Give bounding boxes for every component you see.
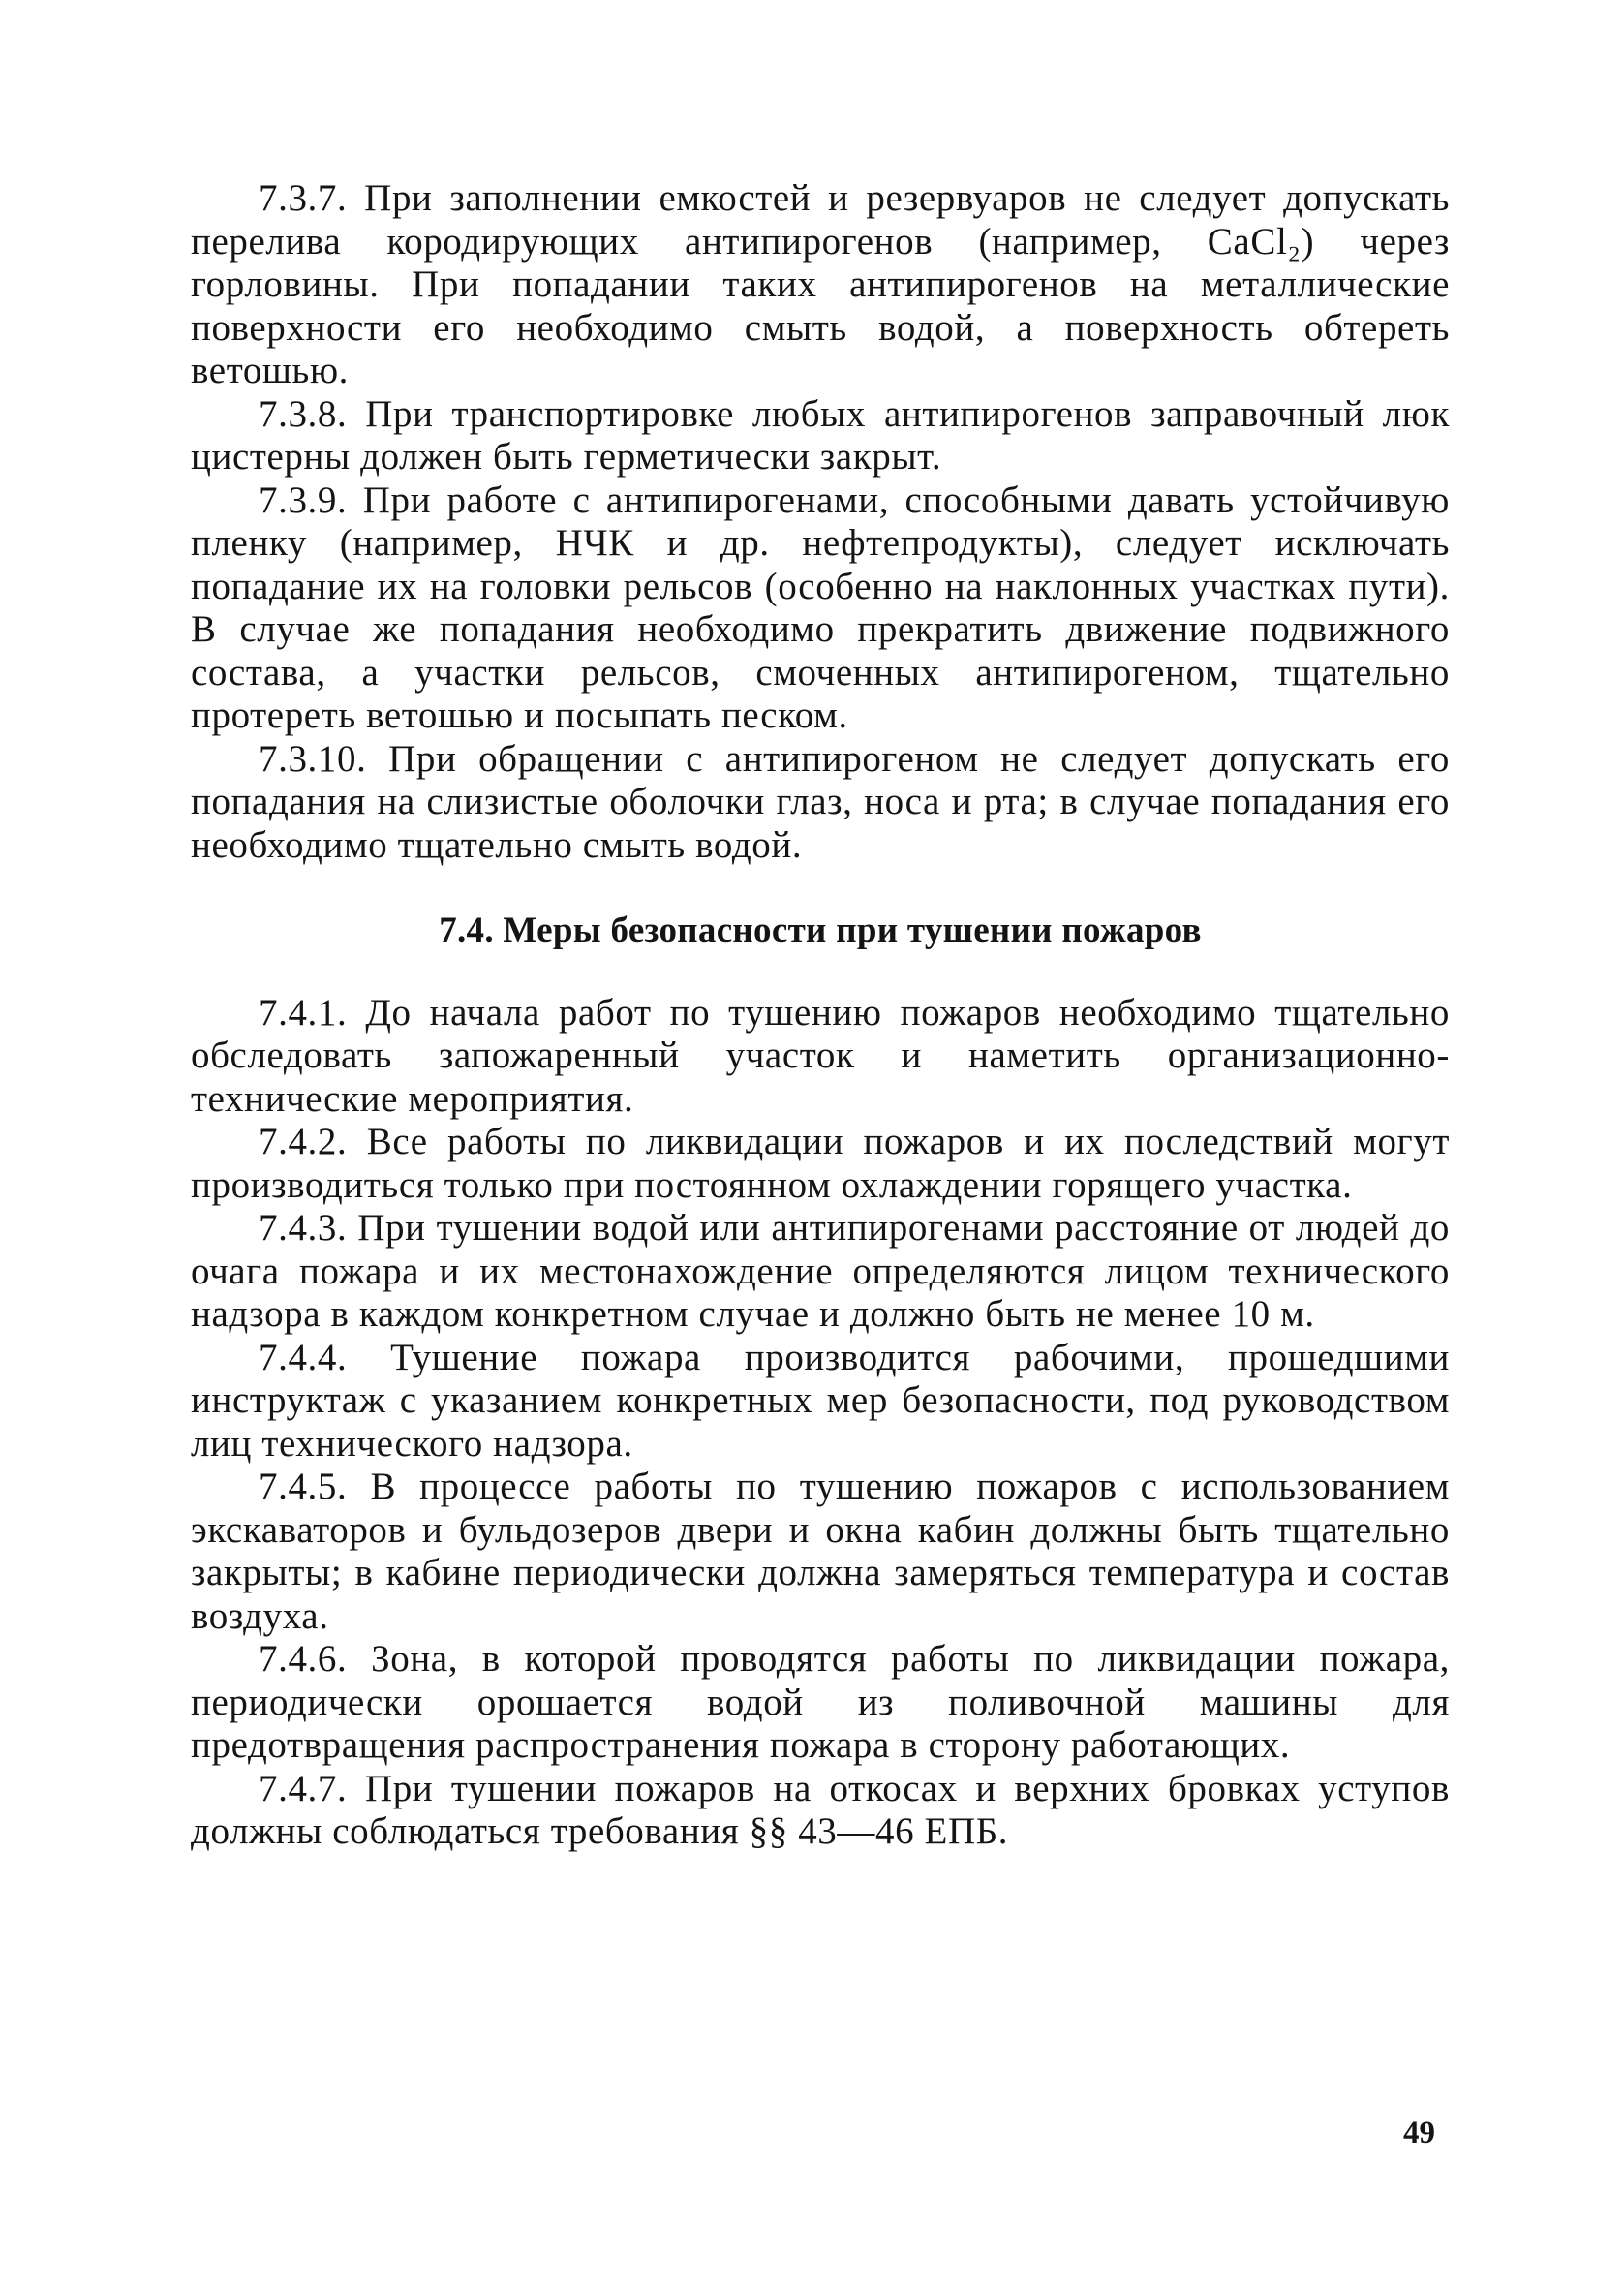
page-number: 49 [1403, 2116, 1435, 2150]
paragraph-7-4-7: 7.4.7. При тушении пожаров на откосах и верхних бровках уступов должны соблюдаться требования §§ 43—46 ЕПБ. [191, 1767, 1450, 1852]
section-heading: 7.4. Меры безопасности при тушении пожаров [439, 911, 1202, 950]
paragraph-7-4-1: 7.4.1. До начала работ по тушению пожаров необходимо тщательно обследовать запожаренный участок и наметить организационно-технические мероприятия. [191, 991, 1450, 1120]
paragraph-7-3-9: 7.3.9. При работе с антипирогенами, способными давать устойчивую пленку (например, НЧК и др. нефтепродукты), следует исключать попадание их на головки рельсов (особенно на наклонных участках пути). В случае же попадания необходимо прекратить движение подвижного состава, а участки рельсов, смоченных антипирогеном, тщательно протереть ветошью и посыпать песком. [191, 479, 1450, 736]
paragraph-7-3-7: 7.3.7. При заполнении емкостей и резервуаров не следует допускать перелива кородирующих антипирогенов (например, CaCl₂) через горловины. При попадании таких антипирогенов на металлические поверхности его необходимо смыть водой, а поверхность обтереть ветошью. [191, 177, 1450, 391]
paragraph-7-4-2: 7.4.2. Все работы по ликвидации пожаров и их последствий могут производиться только при постоянном охлаждении горящего участка. [191, 1121, 1450, 1206]
paragraph-7-4-4: 7.4.4. Тушение пожара производится рабочими, прошедшими инструктаж с указанием конкретных мер безопасности, под руководством лиц технического надзора. [191, 1336, 1450, 1465]
document-page [191, 177, 1450, 1854]
paragraph-7-4-3: 7.4.3. При тушении водой или антипирогенами расстояние от людей до очага пожара и их местонахождение определяются лицом технического надзора в каждом конкретном случае и должно быть не менее 10 м. [191, 1207, 1450, 1335]
paragraph-7-4-5: 7.4.5. В процессе работы по тушению пожаров с использованием экскаваторов и бульдозеров двери и окна кабин должны быть тщательно закрыты; в кабине периодически должна замеряться температура и состав воздуха. [191, 1466, 1450, 1637]
paragraph-7-3-10: 7.3.10. При обращении с антипирогеном не следует допускать его попадания на слизистые оболочки глаз, носа и рта; в случае попадания его необходимо тщательно смыть водой. [191, 737, 1450, 866]
paragraph-7-3-8: 7.3.8. При транспортировке любых антипирогенов заправочный люк цистерны должен быть герметически закрыт. [191, 392, 1450, 478]
paragraph-7-4-6: 7.4.6. Зона, в которой проводятся работы по ликвидации пожара, периодически орошается водой из поливочной машины для предотвращения распространения пожара в сторону работающих. [191, 1638, 1450, 1766]
